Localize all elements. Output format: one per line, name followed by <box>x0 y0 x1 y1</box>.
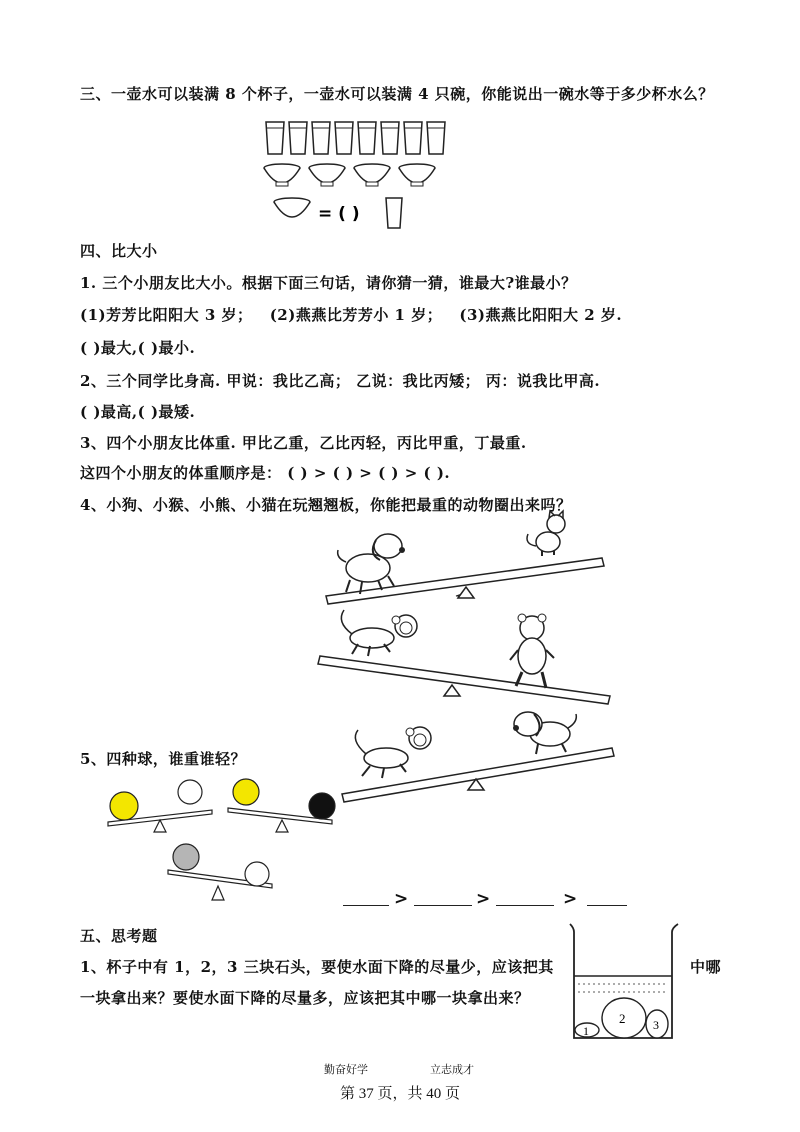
q4-text: 4、小狗、小猴、小熊、小猫在玩翘翘板，你能把最重的动物圈出来吗？ <box>80 496 572 514</box>
greater-than-sign: > <box>563 889 578 909</box>
seesaw-2 <box>318 610 610 704</box>
thinking-q1-line1: 1、杯子中有 1，2，3 三块石头，要使水面下降的尽量少，应该把其 <box>80 958 554 976</box>
bowls-row <box>264 164 435 186</box>
greater-than-sign: > <box>476 889 491 909</box>
white-ball <box>245 862 269 886</box>
greater-than-sign: > <box>394 889 409 909</box>
svg-text:3: 3 <box>653 1018 659 1032</box>
gray-ball <box>173 844 199 870</box>
cups-bowls-figure <box>260 118 450 233</box>
cat-icon <box>527 511 565 556</box>
dog-icon <box>338 534 405 594</box>
monkey-icon <box>341 610 417 656</box>
bear-icon <box>510 614 554 688</box>
bowl-icon <box>354 164 390 186</box>
seesaw-3 <box>342 712 614 802</box>
answer-blank[interactable] <box>414 905 472 906</box>
q1-fact-1: (1)芳芳比阳阳大 3 岁； <box>80 306 253 324</box>
cup-icon <box>335 122 353 154</box>
cup-icon <box>266 122 284 154</box>
section3-heading: 三、一壶水可以装满 8 个杯子，一壶水可以装满 4 只碗，你能说出一碗水等于多少杯水么？ <box>80 85 714 103</box>
q3-answer-blanks: 这四个小朋友的体重顺序是： ( ) > ( ) > ( ) > ( ). <box>80 464 451 482</box>
balance-2 <box>228 779 335 832</box>
equation-bowl-icon <box>274 198 310 217</box>
black-ball <box>309 793 335 819</box>
section5-heading: 五、思考题 <box>80 927 158 945</box>
q1-text: 1. 三个小朋友比大小。根据下面三句话，请你猜一猜，谁最大?谁最小？ <box>80 274 577 292</box>
footer-motto-left: 勤奋好学 <box>324 1063 368 1076</box>
answer-blank[interactable] <box>496 905 554 906</box>
stone-2 <box>602 998 646 1038</box>
stone-1 <box>575 1023 599 1038</box>
white-ball <box>178 780 202 804</box>
q1-answer-blanks: ( )最大,( )最小. <box>80 339 196 357</box>
q5-text: 5、四种球，谁重谁轻？ <box>80 750 246 768</box>
q1-facts <box>80 304 622 325</box>
section4-heading: 四、比大小 <box>80 242 158 260</box>
cup-icon <box>381 122 399 154</box>
answer-blank[interactable] <box>587 905 627 906</box>
q3-text: 3、四个小朋友比体重. 甲比乙重，乙比丙轻，丙比甲重，丁最重. <box>80 434 527 452</box>
stone-3 <box>646 1010 668 1038</box>
svg-text:2: 2 <box>619 1011 626 1026</box>
cup-icon <box>312 122 330 154</box>
q2-text: 2、三个同学比身高. 甲说：我比乙高； 乙说：我比丙矮； 丙：说我比甲高. <box>80 372 601 390</box>
equation-text: = ( ) <box>318 204 360 224</box>
yellow-ball <box>233 779 259 805</box>
answer-blank[interactable] <box>343 905 389 906</box>
thinking-q1-line2: 一块拿出来？要使水面下降的尽量多，应该把其中哪一块拿出来？ <box>80 989 530 1007</box>
q2-answer-blanks: ( )最高,( )最矮. <box>80 403 196 421</box>
page-number: 第 37 页，共 40 页 <box>339 1086 460 1102</box>
water-cup-figure <box>566 920 686 1045</box>
balance-3 <box>168 844 272 900</box>
balance-1 <box>108 780 212 832</box>
footer-motto-right: 立志成才 <box>430 1063 474 1076</box>
q1-fact-2: (2)燕燕比芳芳小 1 岁； <box>269 306 443 324</box>
cups-row <box>266 122 445 154</box>
animal-seesaws-figure <box>310 510 620 810</box>
ball-balances-figure <box>100 770 340 905</box>
dog-icon <box>513 712 576 754</box>
monkey-icon <box>355 727 431 778</box>
thinking-q1-line1-tail: 中哪 <box>690 958 722 976</box>
equation-cup-icon <box>386 198 402 228</box>
bowl-icon <box>309 164 345 186</box>
cup-icon <box>404 122 422 154</box>
yellow-ball <box>110 792 138 820</box>
bowl-icon <box>399 164 435 186</box>
svg-text:1: 1 <box>583 1024 589 1038</box>
cup-icon <box>289 122 307 154</box>
q1-fact-3: (3)燕燕比阳阳大 2 岁. <box>459 306 623 324</box>
cup-icon <box>358 122 376 154</box>
cup-icon <box>427 122 445 154</box>
bowl-icon <box>264 164 300 186</box>
seesaw-1 <box>326 511 604 604</box>
